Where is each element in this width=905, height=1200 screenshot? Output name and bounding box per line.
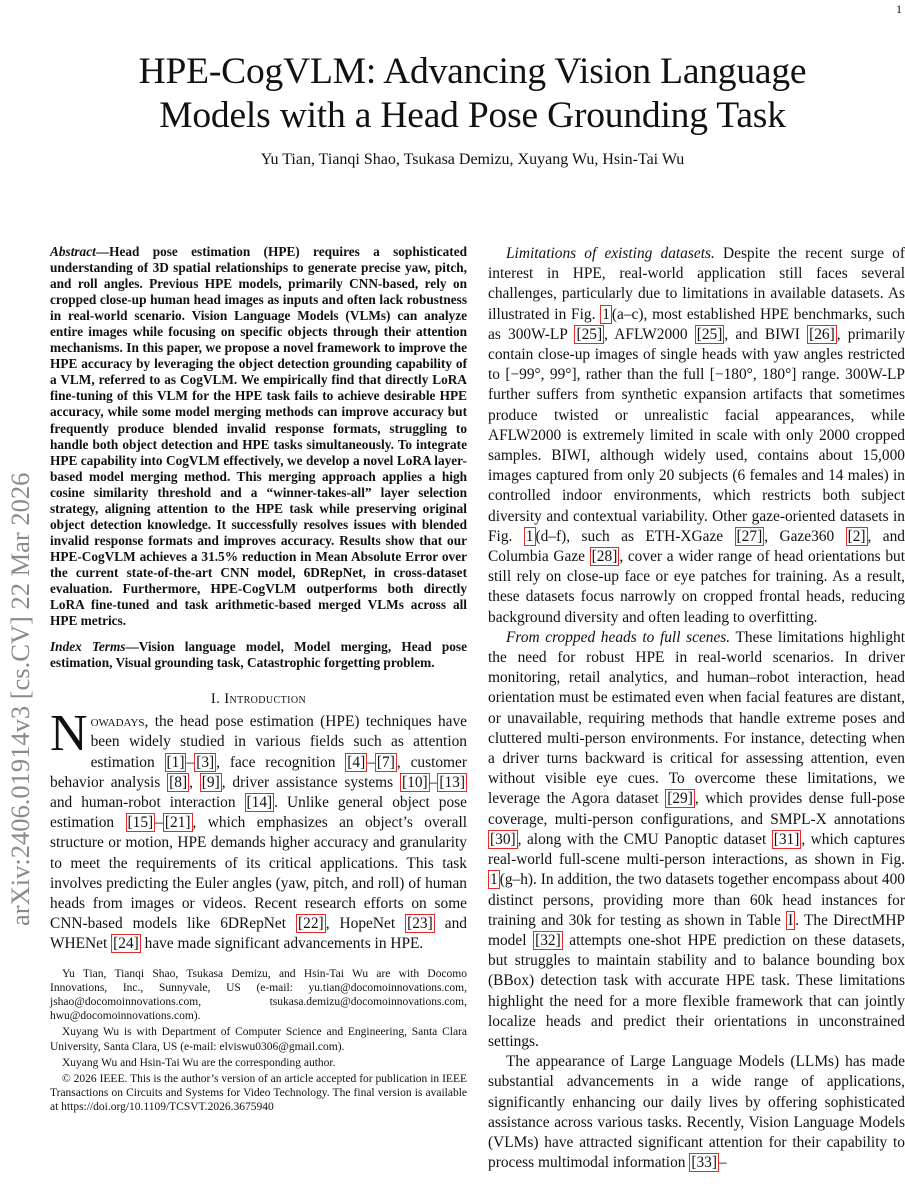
citation-link[interactable]: [23] (407, 915, 433, 933)
section-heading-introduction (50, 691, 467, 708)
body-text: , which provides dense full-pose coverage, multi-person configurations, and SMPL-X annotations (488, 790, 905, 828)
figure-link[interactable]: 1 (490, 871, 498, 889)
paragraph-full-scenes (488, 628, 905, 1052)
citation-link[interactable]: [24] (113, 935, 139, 953)
citation-link[interactable]: [7] (376, 753, 395, 771)
body-text: , cover a wider range of head orientations but still rely on close-up face or eye patches for training. As a result, these datasets focus narrowly on cropped frontal heads, reducing background diversity and often leading to overfitting. (488, 548, 905, 626)
intro-text: . Unlike general object pose estimation (50, 794, 468, 832)
citation-link[interactable]: [27] (736, 527, 763, 545)
paragraph-lead: From cropped heads to full scenes. (506, 628, 731, 646)
intro-text: – (429, 773, 438, 791)
citation-link[interactable]: [9] (201, 773, 220, 791)
body-text: (g–h). In addition, the two datasets together encompass about 400 distinct persons, providing more than 60k head instances for training and 30k for testing as shown in Table (488, 871, 905, 929)
section-number: I. (210, 691, 221, 708)
section-title: Introduction (224, 691, 307, 708)
intro-text: have made significant advancements in HPE. (140, 935, 424, 953)
citation-link[interactable]: [4] (347, 753, 366, 771)
index-terms-text: —Vision language model, Model merging, Head pose estimation, Visual grounding task, Catastrophic forgetting problem. (50, 639, 467, 671)
title-line-2: Models with a Head Pose Grounding Task (159, 95, 786, 136)
intro-text: , which emphasizes an object’s overall structure or motion, HPE demands higher accuracy and granularity to meet the requirements of its critical applications. This task involves predicting the Euler angles (yaw, pitch, and roll) of human heads from images or videos. Recent research efforts on some CNN-based models like 6DRepNet (50, 814, 467, 933)
footnote-affiliation-2: Xuyang Wu is with Department of Computer Science and Engineering, Santa Clara University, Santa Clara, US (e-mail: elviswu0306@gmail.com). (50, 1026, 467, 1053)
paragraph-lead: Limitations of existing datasets. (506, 245, 715, 262)
citation-link[interactable]: [13] (439, 773, 466, 791)
title-line-1: HPE-CogVLM: Advancing Vision Language (138, 51, 807, 92)
page-number: 1 (896, 2, 902, 16)
intro-text: , driver assistance systems (221, 773, 400, 791)
body-text: , and BIWI (724, 325, 808, 343)
citation-link[interactable]: [31] (773, 830, 800, 848)
paper-title (60, 50, 885, 138)
index-terms-label: Index Terms (50, 639, 126, 655)
citation-link[interactable]: [8] (169, 773, 188, 791)
table-link[interactable]: I (788, 911, 794, 929)
abstract-text: —Head pose estimation (HPE) requires a sophisticated understanding of 3D spatial relationships to generate precise yaw, pitch, and roll angles. Previous HPE models, primarily CNN-based, rely on cropped close-up human head images as inputs and often lack robustness in real-world scenario. Vision Language Models (VLMs) can analyze entire images while focusing on specific objects through their attention mechanisms. In this paper, we propose a novel framework to improve the HPE accuracy by leveraging the object detection grounding capability of a VLM, referred to as CogVLM. We empirically find that directly LoRA fine-tuning of this VLM for the HPE task fails to achieve desirable HPE accuracy, while some model merging methods can improve accuracy but frequently produce blended invalid response formats, struggling to handle both object detection and HPE tasks simultaneously. To integrate HPE capability into CogVLM effectively, we develop a novel LoRA layer-based model merging method. This merging approach applies a high cosine similarity threshold and a “winner-takes-all” layer selection strategy, aligning attention to the HPE task while preserving original object detection knowledge. It successfully resolves issues with blended invalid response formats and improves accuracy. Results show that our HPE-CogVLM achieves a 31.5% reduction in Mean Absolute Error over the current state-of-the-art CNN model, 6DRepNet, in cross-dataset evaluation. Furthermore, HPE-CogVLM outperforms both directly LoRA fine-tuned and task arithmetic-based merged VLMs across all HPE metrics. (50, 244, 467, 629)
body-text: attempts one-shot HPE prediction on these datasets, but struggles to maintain stability and to balance bounding box (BBox) detection task with accurate HPE task. These limitations highlight the need for a more flexible framework that can jointly localize heads and predict their orientations in unconstrained settings. (488, 931, 905, 1050)
citation-link[interactable]: [14] (246, 794, 273, 812)
intro-text: – (155, 814, 163, 832)
body-text: , Gaze360 (764, 527, 846, 545)
left-column (50, 244, 467, 1117)
citation-link[interactable]: [25] (696, 325, 723, 343)
paragraph-dataset-limitations (488, 244, 905, 628)
body-text: . The DirectMHP model (488, 911, 905, 949)
citation-link[interactable]: [33] (691, 1154, 717, 1172)
index-terms (50, 639, 467, 671)
arxiv-watermark-text: arXiv:2406.01914v3 [cs.CV] 22 Mar 2026 (5, 472, 35, 926)
author-list: Yu Tian, Tianqi Shao, Tsukasa Demizu, Xuyang Wu, Hsin-Tai Wu (260, 151, 685, 168)
intro-text: – (186, 753, 195, 771)
body-text: These limitations highlight the need for robust HPE in real-world scenarios. In driver monitoring, retail analytics, and human–robot interaction, head orientation must be estimated even when facial features are distant, or unavailable, requiring methods that handle extreme poses and cluttered multi-person environments. For instance, detecting when a driver turns backward is critical for assessing attention, even without visible eye cues. To overcome these limitations, we leverage the Agora dataset (488, 628, 905, 808)
citation-link[interactable]: [30] (490, 830, 516, 848)
body-text: , AFLW2000 (604, 325, 695, 343)
drop-cap: N (50, 705, 88, 763)
figure-link[interactable]: 1 (525, 527, 534, 545)
body-text: The appearance of Large Language Models (LLMs) has made substantial advancements in a wide range of applications, significantly enhancing our daily lives by offering sophisticated assistance across various tasks. Recently, Vision Language Models (VLMs) have attracted significant attention for their capability to process multimodal information (488, 1053, 905, 1172)
right-column (488, 244, 905, 1173)
intro-text: , face recognition (216, 753, 346, 771)
body-text: , along with the CMU Panoptic dataset (517, 830, 772, 848)
intro-paragraph (50, 705, 468, 954)
citation-link[interactable]: [21] (164, 814, 191, 832)
intro-text: , HopeNet (325, 915, 406, 933)
body-text: (a–c), most established HPE benchmarks, such as 300W-LP (488, 305, 905, 343)
abstract-label: Abstract (50, 244, 96, 259)
body-text: , primarily contain close-up images of single heads with yaw angles restricted to [−99°, 99°], rather than the full [−180°, 180°] range. 300W-LP further suffers from synthetic expansion artifacts that sometimes produce twisted or unrealistic facial appearances, while AFLW2000 is extremely limited in scale with only 2000 cropped samples. BIWI, although widely used, contains about 15,000 images captured from only 20 subjects (6 females and 14 males) in controlled indoor environments, which restricts both subject diversity and contextual variability. Other gaze-oriented datasets in Fig. (488, 325, 905, 545)
citation-link[interactable]: [3] (196, 753, 215, 771)
intro-lead-word: owadays, (90, 713, 149, 731)
body-text: , which captures real-world full-scene multi-person interactions, as shown in Fig. (488, 830, 905, 869)
citation-link[interactable]: [10] (402, 773, 428, 791)
footnote-copyright: © 2026 IEEE. This is the author’s version of an article accepted for publication in IEEE Transactions on Circuits and Systems for Video Technology. The final version is available at https://doi.org/10.1109/TCSVT.2026.3675940 (50, 1073, 467, 1114)
figure-link[interactable]: 1 (602, 305, 610, 323)
intro-text: , customer behavior analysis (50, 753, 467, 791)
arxiv-watermark (2, 290, 38, 930)
footnote-corresponding: Xuyang Wu and Hsin-Tai Wu are the corresponding author. (62, 1056, 336, 1069)
abstract (50, 244, 467, 629)
body-text: – (718, 1154, 727, 1172)
citation-link[interactable]: [29] (667, 790, 693, 808)
paragraph-llm-vlm (488, 1052, 905, 1173)
intro-text: and WHENet (50, 915, 467, 953)
intro-text: – (367, 753, 375, 771)
citation-link[interactable]: [2] (847, 527, 866, 545)
citation-link[interactable]: [26] (809, 325, 835, 343)
intro-text: the head pose estimation (HPE) techniques have been widely studied in various fields such as attention estimation (90, 713, 467, 771)
citation-link[interactable]: [25] (576, 325, 603, 343)
footnotes (50, 967, 467, 1115)
intro-text: and human-robot interaction (50, 794, 245, 812)
body-text: (d–f), such as ETH-XGaze (535, 527, 735, 545)
citation-link[interactable]: [22] (298, 915, 324, 933)
footnote-affiliation: Yu Tian, Tianqi Shao, Tsukasa Demizu, and Hsin-Tai Wu are with Docomo Innovations, Inc., Sunnyvale, US (e-mail: yu.tian@docomoinnovations.com, jshao@docomoinnovations.com, tsukasa.demizu@docomoinnovations.com, hwu@docomoinnovations.com). (50, 967, 467, 1023)
arxiv-watermark-svg (2, 290, 38, 930)
citation-link[interactable]: [1] (166, 753, 185, 771)
body-text: , and Columbia Gaze (488, 527, 905, 566)
citation-link[interactable]: [15] (127, 814, 154, 832)
citation-link[interactable]: [28] (591, 548, 618, 566)
intro-text: , (189, 773, 200, 791)
body-text: Despite the recent surge of interest in HPE, real-world application still faces several challenges, particularly due to limitations in available datasets. As illustrated in Fig. (488, 245, 905, 323)
citation-link[interactable]: [32] (535, 931, 561, 949)
